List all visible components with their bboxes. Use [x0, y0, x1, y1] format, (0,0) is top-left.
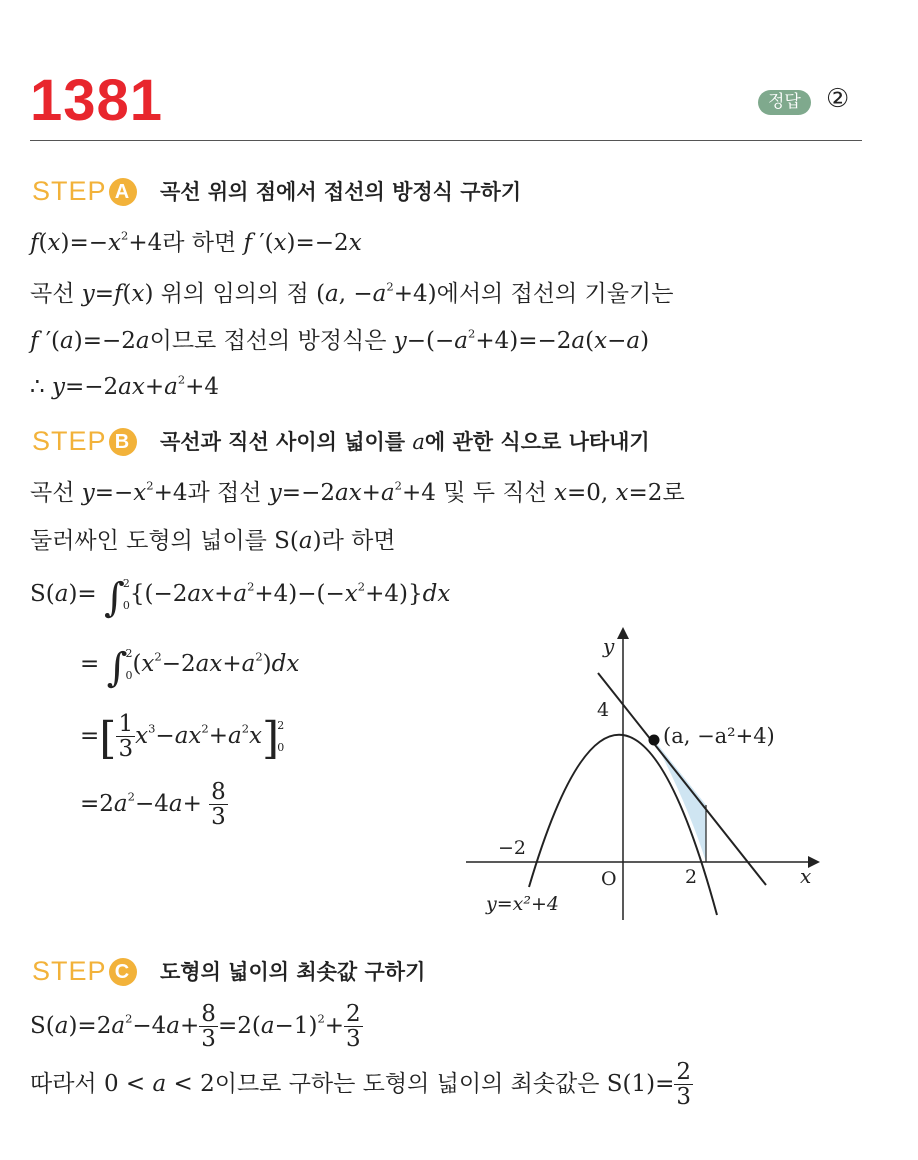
step-a-line-2: 곡선 y=f(x) 위의 임의의 점 (a, $-a^2+4$)에서의 접선의 기울기는: [30, 279, 674, 307]
step-tag: STEP: [32, 956, 107, 986]
y-axis-label: y: [603, 634, 615, 658]
step-a-title: 곡선 위의 점에서 접선의 방정식 구하기: [160, 180, 522, 204]
step-c-line-2: 따라서 0 < a < 2이므로 구하는 도형의 넓이의 최솟값은 S(1)= $\frac{2}{3}$: [30, 1059, 692, 1111]
text-segment: 이므로 접선의 방정식은: [149, 328, 394, 354]
tangent-point: [649, 735, 660, 746]
text-segment: 이므로 구하는 도형의 넓이의 최솟값은: [214, 1071, 607, 1098]
title-variable: a: [412, 430, 425, 454]
text-segment: 라 하면: [321, 528, 396, 554]
header-divider: [30, 140, 862, 141]
x-axis-label: x: [800, 864, 812, 888]
step-letter-badge: B: [109, 428, 137, 456]
title-segment: 곡선과 직선 사이의 넓이를: [160, 430, 413, 454]
label-neg2: −2: [498, 837, 527, 859]
label-2: 2: [685, 866, 698, 888]
step-b-label: [32, 428, 137, 456]
text-segment: 과 접선: [187, 480, 269, 506]
answer-badge: 정답: [758, 90, 811, 115]
title-segment: 에 관한 식으로 나타내기: [424, 430, 650, 454]
step-tag: STEP: [32, 426, 107, 456]
text-segment: 위의 임의의 점: [153, 281, 317, 307]
step-letter-badge: A: [109, 178, 137, 206]
text-segment: 곡선: [30, 281, 82, 307]
label-4: 4: [597, 699, 610, 721]
step-a-line-1: $f(x)=-x^2+4$라 하면 f ′(x)=−2x: [30, 228, 362, 256]
step-letter-badge: C: [109, 958, 137, 986]
text-segment: 둘러싸인 도형의 넓이를: [30, 528, 275, 554]
text-segment: 따라서: [30, 1071, 104, 1098]
parabola-tangent-graph: [466, 625, 846, 925]
step-b-title: [160, 432, 650, 453]
text-segment: 곡선: [30, 480, 82, 506]
integral-line-4: $=2a^2-4a+$ $\frac{8}{3}$: [80, 779, 226, 831]
step-c-line-1: $S(a)=2a^2-4a+$ $\frac{8}{3}$ $=2(a-1)^2+$ $\frac{2}{3}$: [30, 1001, 361, 1053]
step-a-label: [32, 178, 137, 206]
answer-value: ②: [826, 84, 850, 114]
step-a-line-4: ∴ $y=-2ax+a^2+4$: [30, 372, 220, 400]
text-segment: 로: [662, 480, 685, 506]
step-c-title: 도형의 넓이의 최솟값 구하기: [160, 960, 426, 984]
point-label: (a, −a²+4): [663, 724, 775, 748]
step-a-line-3: f ′(a)=−2a이므로 접선의 방정식은 $y-(-a^2+4)=-2a(x-a)$: [30, 326, 650, 354]
integral-line-2: = ∫ 2 0 $(x^2-2ax+a^2)dx$: [80, 645, 300, 691]
integral-line-3: =[ $\frac{1}{3}$ $x^3-ax^2+a^2x$] 2 0: [80, 711, 285, 765]
step-b-line-1: 곡선 $y=-x^2+4$과 접선 $y=-2ax+a^2+4$ 및 두 직선 x=0, x=2로: [30, 478, 685, 506]
step-tag: STEP: [32, 176, 107, 206]
step-b-line-2: 둘러싸인 도형의 넓이를 S(a)라 하면: [30, 528, 396, 554]
origin-label: O: [601, 868, 617, 890]
text-segment: 에서의 접선의 기울기는: [436, 281, 674, 307]
problem-number: 1381: [30, 68, 164, 133]
text-segment: 및 두 직선: [435, 480, 555, 506]
curve-label: y=x²+4: [486, 893, 559, 915]
text-segment: 라 하면: [162, 230, 244, 256]
step-c-label: [32, 958, 137, 986]
integral-line-1: S(a)= ∫ 2 0 $\{(-2ax+a^2+4)-(-x^2+4)\}dx$: [30, 575, 451, 621]
